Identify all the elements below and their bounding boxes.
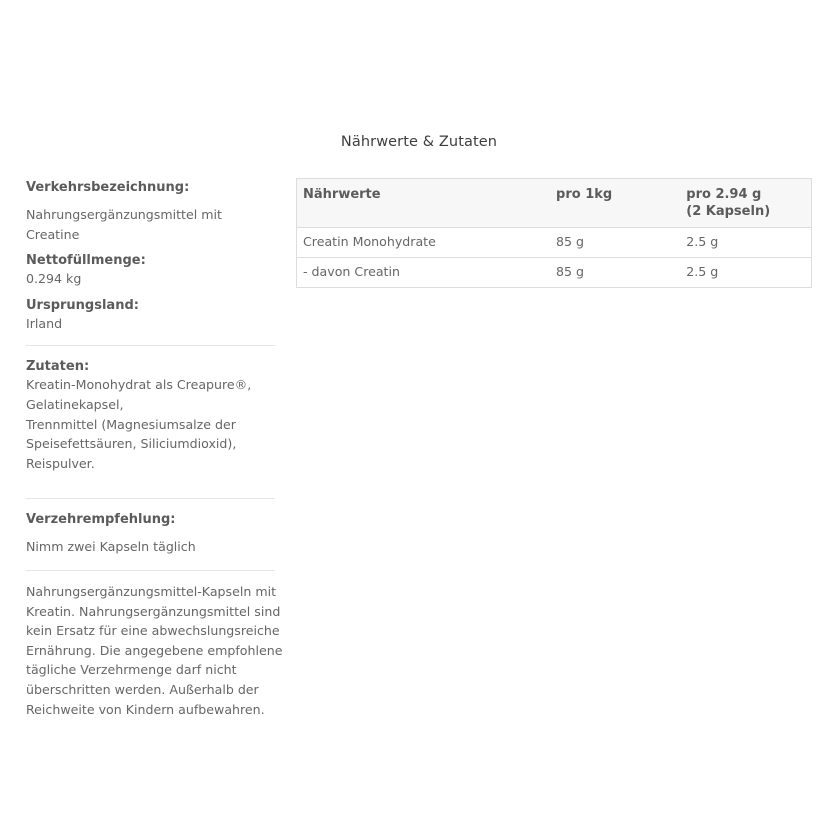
page-title: Nährwerte & Zutaten [340,134,498,150]
table-header-row [297,179,812,228]
notice-line: Reichweite von Kindern aufbewahren. [26,701,265,717]
divider [26,345,275,346]
notice-line: kein Ersatz für eine abwechslungsreiche [26,623,280,639]
recommendation-value: Nimm zwei Kapseln täglich [26,539,196,555]
cell-per-serving: 2.5 g [686,228,811,258]
notice-text [26,582,283,719]
ingredient-line: Trennmittel (Magnesiumsalze der [26,416,236,432]
header-per-serving-amount: pro 2.94 g [686,187,762,202]
recommendation-label: Verzehrempfehlung: [26,512,176,528]
designation-value: Nahrungsergänzungsmittel mit Creatine [26,207,222,242]
nutrition-table [296,178,812,288]
ingredient-line: Kreatin-Monohydrat als Creapure®, [26,377,252,393]
cell-per-serving: 2.5 g [686,258,811,288]
cell-nutrient: Creatin Monohydrate [297,228,557,258]
ingredient-line: Speisefettsäuren, Siliciumdioxid), [26,436,237,452]
net-quantity-value: 0.294 kg [26,271,82,287]
net-quantity-label: Nettofüllmenge: [26,253,146,269]
origin-label: Ursprungsland: [26,297,139,313]
ingredient-line: Gelatinekapsel, [26,396,124,412]
header-per-serving [686,179,811,228]
table-row [297,228,812,258]
cell-per-1kg: 85 g [556,258,686,288]
product-info-column [26,178,283,719]
notice-line: Nahrungsergänzungsmittel-Kapseln mit [26,583,277,599]
cell-nutrient: - davon Creatin [297,258,557,288]
notice-line: Kreatin. Nahrungsergänzungsmittel sind [26,603,281,619]
notice-line: Ernährung. Die angegebene empfohlene [26,642,283,658]
designation-label: Verkehrsbezeichnung: [26,180,190,195]
notice-line: überschritten werden. Außerhalb der [26,681,259,697]
divider [26,570,275,571]
header-per-1kg: pro 1kg [556,179,686,228]
table-row [297,258,812,288]
header-per-serving-capsules: (2 Kapseln) [686,204,771,219]
header-nutrient: Nährwerte [297,179,557,228]
ingredients-list [26,375,275,473]
cell-per-1kg: 85 g [556,228,686,258]
ingredient-line: Reispulver. [26,455,95,471]
divider [26,498,275,499]
origin-value: Irland [26,315,63,331]
ingredients-label: Zutaten: [26,359,90,375]
notice-line: tägliche Verzehrmenge darf nicht [26,662,237,678]
